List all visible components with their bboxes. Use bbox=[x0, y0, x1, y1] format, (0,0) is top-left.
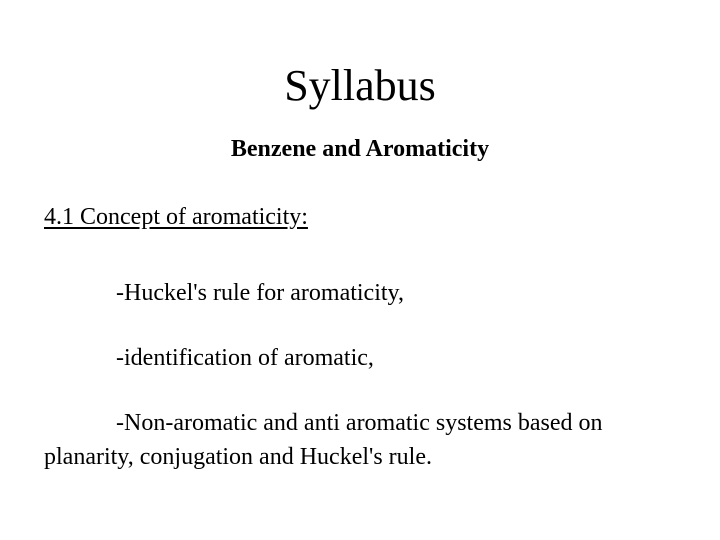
list-item-text: -Huckel's rule for aromaticity, bbox=[116, 280, 404, 306]
list-item bbox=[44, 276, 684, 310]
list-item bbox=[44, 341, 684, 375]
list-item-text: -identification of aromatic, bbox=[116, 345, 374, 371]
list-item bbox=[44, 406, 684, 474]
slide-subtitle: Benzene and Aromaticity bbox=[230, 136, 490, 162]
list-item-text: -Non-aromatic and anti aromatic systems based on planarity, conjugation and Huckel's rule. bbox=[44, 410, 603, 470]
section-heading: 4.1 Concept of aromaticity: bbox=[44, 204, 308, 230]
slide-title: Syllabus bbox=[284, 61, 436, 110]
